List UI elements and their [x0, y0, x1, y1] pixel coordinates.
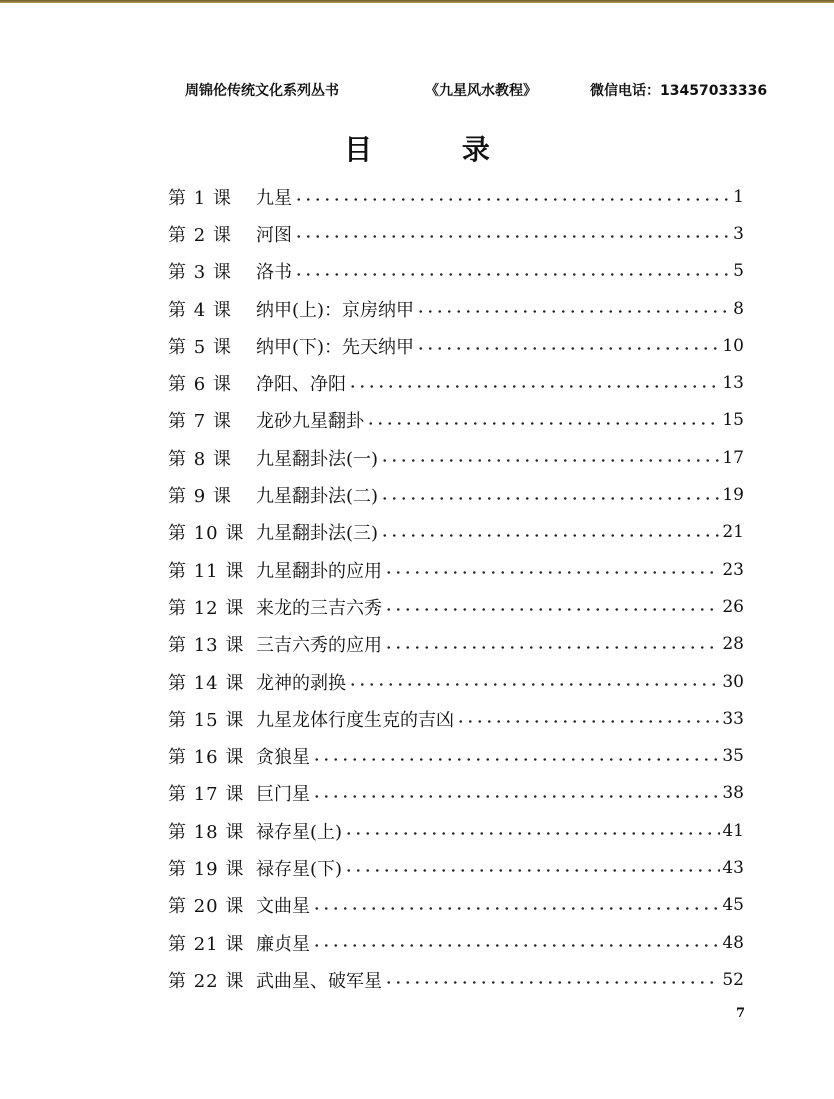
lesson-title: 纳甲(下)：先天纳甲 — [256, 336, 415, 358]
lesson-title: 来龙的三吉六秀 — [256, 597, 382, 619]
toc-entry[interactable] — [168, 290, 744, 327]
lesson-page: 3 — [733, 223, 744, 244]
toc-entry[interactable] — [168, 663, 744, 700]
lesson-page: 17 — [722, 447, 744, 468]
lesson-number: 第 14 课 — [168, 672, 245, 694]
dot-leader — [312, 758, 720, 761]
lesson-title: 文曲星 — [256, 896, 310, 918]
lesson-title: 贪狼星 — [256, 747, 310, 769]
lesson-page: 10 — [722, 335, 744, 356]
lesson-number: 第 15 课 — [168, 709, 245, 731]
dot-leader — [312, 907, 720, 910]
lesson-title: 净阳、净阳 — [256, 374, 346, 396]
dot-leader — [294, 235, 731, 238]
lesson-number: 第 20 课 — [168, 896, 245, 918]
toc-entry[interactable] — [168, 737, 744, 774]
lesson-title: 九星 — [256, 187, 292, 209]
lesson-title: 廉贞星 — [256, 933, 310, 955]
toc-entry[interactable] — [168, 215, 744, 252]
lesson-page: 30 — [722, 671, 744, 692]
lesson-title: 九星翻卦法(二) — [256, 486, 379, 508]
lesson-number: 第 12 课 — [168, 597, 245, 619]
lesson-page: 26 — [722, 596, 744, 617]
dot-leader — [380, 534, 720, 537]
toc-entry[interactable] — [168, 253, 744, 290]
lesson-page: 13 — [722, 373, 744, 394]
toc-entry[interactable] — [168, 588, 744, 625]
dot-leader — [294, 198, 731, 201]
series-name: 周锦伦传统文化系列丛书 — [185, 83, 339, 99]
contact-info: 微信电话：13457033336 — [590, 83, 768, 99]
toc-entry[interactable] — [168, 364, 744, 401]
lesson-title: 龙砂九星翻卦 — [256, 411, 364, 433]
lesson-title: 九星翻卦法(三) — [256, 523, 379, 545]
dot-leader — [348, 683, 720, 686]
lesson-title: 洛书 — [256, 262, 292, 284]
dot-leader — [348, 385, 720, 388]
toc-entry[interactable] — [168, 551, 744, 588]
table-of-contents — [168, 178, 744, 999]
dot-leader — [294, 273, 731, 276]
lesson-title: 禄存星(上) — [256, 821, 343, 843]
dot-leader — [344, 869, 720, 872]
lesson-number: 第 17 课 — [168, 784, 245, 806]
running-header — [0, 80, 834, 102]
toc-entry[interactable] — [168, 775, 744, 812]
lesson-title: 巨门星 — [256, 784, 310, 806]
dot-leader — [384, 981, 720, 984]
lesson-number: 第 22 课 — [168, 970, 245, 992]
lesson-page: 28 — [722, 634, 744, 655]
toc-entry[interactable] — [168, 961, 744, 998]
lesson-number: 第 4 课 — [168, 299, 232, 321]
lesson-number: 第 19 课 — [168, 858, 245, 880]
lesson-number: 第 6 课 — [168, 374, 232, 396]
lesson-number: 第 5 课 — [168, 336, 232, 358]
dot-leader — [312, 944, 720, 947]
lesson-title: 九星龙体行度生克的吉凶 — [256, 709, 454, 731]
lesson-page: 38 — [722, 783, 744, 804]
dot-leader — [366, 422, 720, 425]
lesson-number: 第 10 课 — [168, 523, 245, 545]
dot-leader — [384, 608, 720, 611]
lesson-page: 48 — [722, 932, 744, 953]
dot-leader — [384, 646, 720, 649]
dot-leader — [380, 497, 720, 500]
page-title: 目 录 — [344, 133, 530, 166]
lesson-page: 43 — [722, 857, 744, 878]
lesson-title: 河图 — [256, 224, 292, 246]
toc-entry[interactable] — [168, 439, 744, 476]
lesson-page: 52 — [722, 969, 744, 990]
lesson-page: 23 — [722, 559, 744, 580]
lesson-page: 21 — [722, 522, 744, 543]
lesson-page: 33 — [722, 708, 744, 729]
lesson-number: 第 21 课 — [168, 933, 245, 955]
lesson-title: 三吉六秀的应用 — [256, 635, 382, 657]
toc-entry[interactable] — [168, 402, 744, 439]
dot-leader — [416, 310, 731, 313]
top-border — [0, 0, 834, 3]
toc-entry[interactable] — [168, 626, 744, 663]
dot-leader — [380, 459, 720, 462]
lesson-title: 九星翻卦的应用 — [256, 560, 382, 582]
book-title: 《九星风水教程》 — [425, 83, 537, 99]
toc-entry[interactable] — [168, 700, 744, 737]
lesson-page: 41 — [722, 820, 744, 841]
lesson-number: 第 18 课 — [168, 821, 245, 843]
dot-leader — [384, 571, 720, 574]
lesson-page: 15 — [722, 410, 744, 431]
lesson-title: 龙神的剥换 — [256, 672, 346, 694]
toc-entry[interactable] — [168, 514, 744, 551]
lesson-number: 第 9 课 — [168, 486, 232, 508]
dot-leader — [416, 347, 720, 350]
lesson-page: 35 — [722, 746, 744, 767]
lesson-number: 第 8 课 — [168, 448, 232, 470]
lesson-number: 第 11 课 — [168, 560, 245, 582]
dot-leader — [344, 832, 720, 835]
lesson-number: 第 3 课 — [168, 262, 232, 284]
lesson-title: 禄存星(下) — [256, 858, 343, 880]
toc-entry[interactable] — [168, 887, 744, 924]
toc-entry[interactable] — [168, 924, 744, 961]
lesson-number: 第 7 课 — [168, 411, 232, 433]
lesson-number: 第 16 课 — [168, 747, 245, 769]
lesson-number: 第 2 课 — [168, 224, 232, 246]
toc-entry[interactable] — [168, 476, 744, 513]
lesson-page: 5 — [733, 261, 744, 282]
lesson-title: 武曲星、破军星 — [256, 970, 382, 992]
lesson-page: 1 — [733, 186, 744, 207]
lesson-title: 纳甲(上)：京房纳甲 — [256, 299, 415, 321]
toc-entry[interactable] — [168, 178, 744, 215]
lesson-number: 第 13 课 — [168, 635, 245, 657]
dot-leader — [456, 720, 720, 723]
lesson-page: 45 — [722, 895, 744, 916]
lesson-page: 8 — [733, 298, 744, 319]
toc-entry[interactable] — [168, 849, 744, 886]
page-number: 7 — [736, 1006, 746, 1021]
toc-entry[interactable] — [168, 812, 744, 849]
dot-leader — [312, 795, 720, 798]
lesson-title: 九星翻卦法(一) — [256, 448, 379, 470]
toc-entry[interactable] — [168, 327, 744, 364]
lesson-number: 第 1 课 — [168, 187, 232, 209]
lesson-page: 19 — [722, 485, 744, 506]
